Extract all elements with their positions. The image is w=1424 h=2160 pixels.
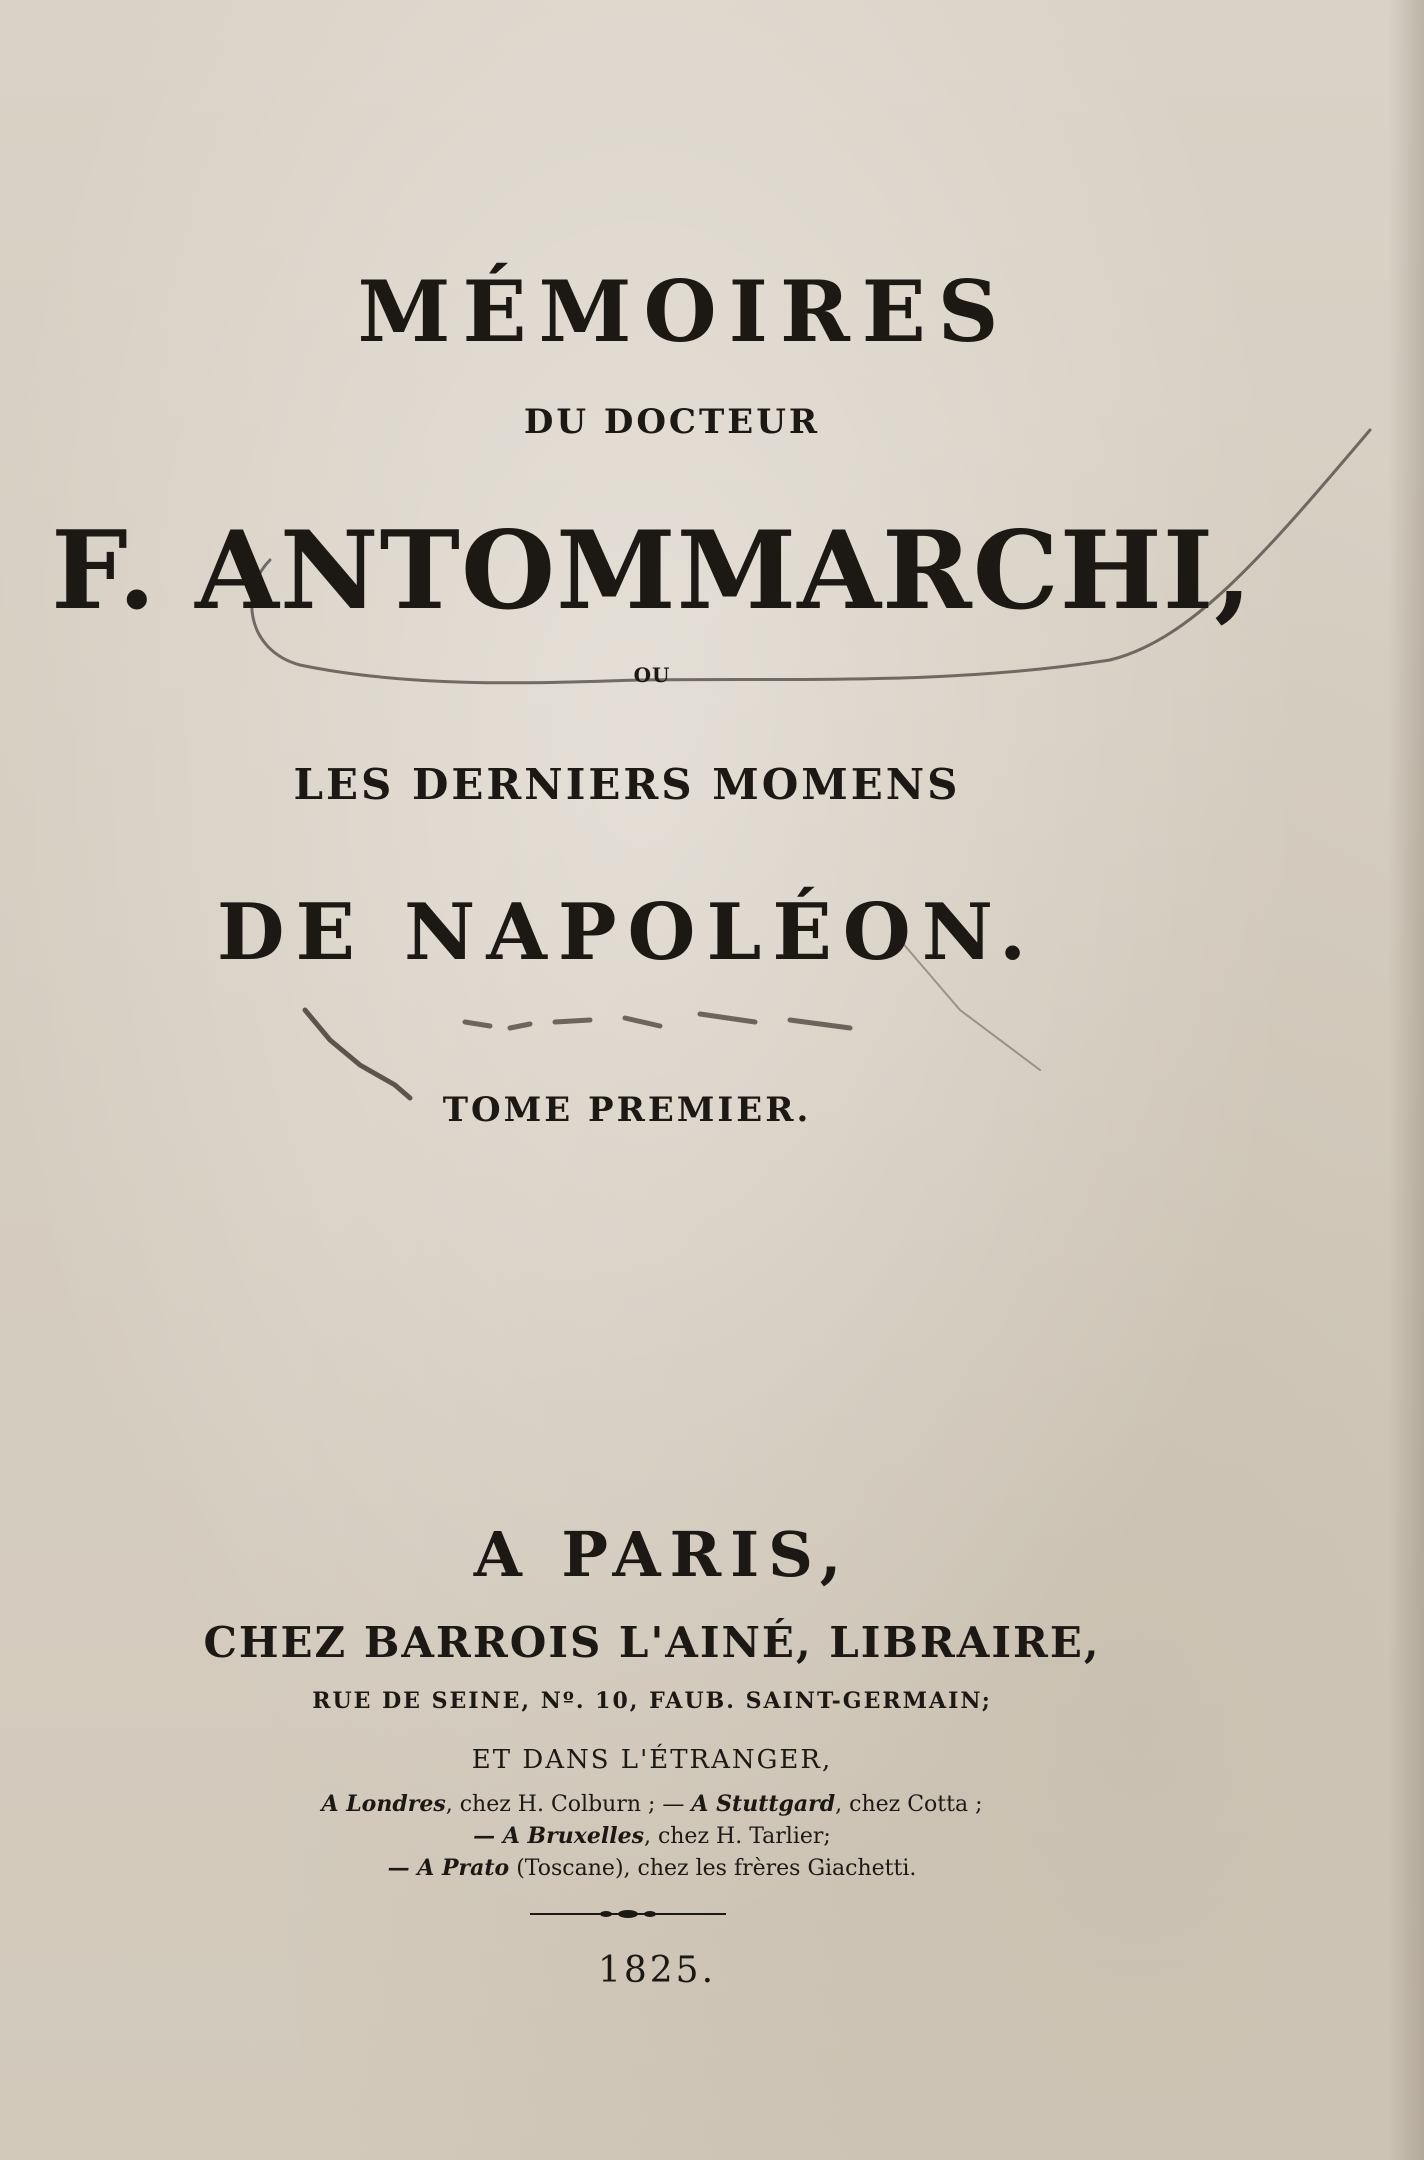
agent-detail: , chez H. Tarlier;	[643, 1824, 831, 1849]
author-name: F. ANTOMMARCHI,	[51, 508, 1253, 634]
agent-place: — A Bruxelles	[473, 1823, 644, 1849]
ornamental-rule	[528, 1907, 728, 1921]
book-title: MÉMOIRES	[357, 262, 1011, 361]
subtitle-line-1: LES DERNIERS MOMENS	[293, 760, 961, 809]
agent-detail: (Toscane), chez les frères Giachetti.	[509, 1856, 917, 1881]
imprint-publisher: CHEZ BARROIS L'AINÉ, LIBRAIRE,	[203, 1618, 1101, 1667]
imprint-agent-line	[0, 1855, 1364, 1881]
ink-stroke-mark	[305, 1010, 410, 1098]
agent-detail: , chez H. Colburn ; —	[445, 1792, 692, 1817]
ink-dash-marks	[465, 1014, 850, 1028]
volume-label: TOME PREMIER.	[442, 1090, 812, 1130]
imprint-address: RUE DE SEINE, Nº. 10, FAUB. SAINT-GERMAIN;	[312, 1688, 992, 1714]
author-prefix: DU DOCTEUR	[523, 402, 821, 442]
conjunction: OU	[633, 663, 671, 687]
agent-place: A Stuttgard	[691, 1791, 836, 1817]
subtitle-line-2: DE NAPOLÉON.	[216, 887, 1038, 978]
agent-detail: , chez Cotta ;	[835, 1792, 983, 1817]
imprint-agent-line	[0, 1823, 1364, 1849]
imprint-agent-line	[0, 1791, 1364, 1817]
imprint-city: A PARIS,	[473, 1518, 851, 1591]
agent-place: A Londres	[321, 1791, 446, 1817]
imprint-abroad: ET DANS L'ÉTRANGER,	[471, 1745, 833, 1775]
agent-place: — A Prato	[387, 1855, 510, 1881]
publication-year: 1825.	[597, 1950, 717, 1991]
